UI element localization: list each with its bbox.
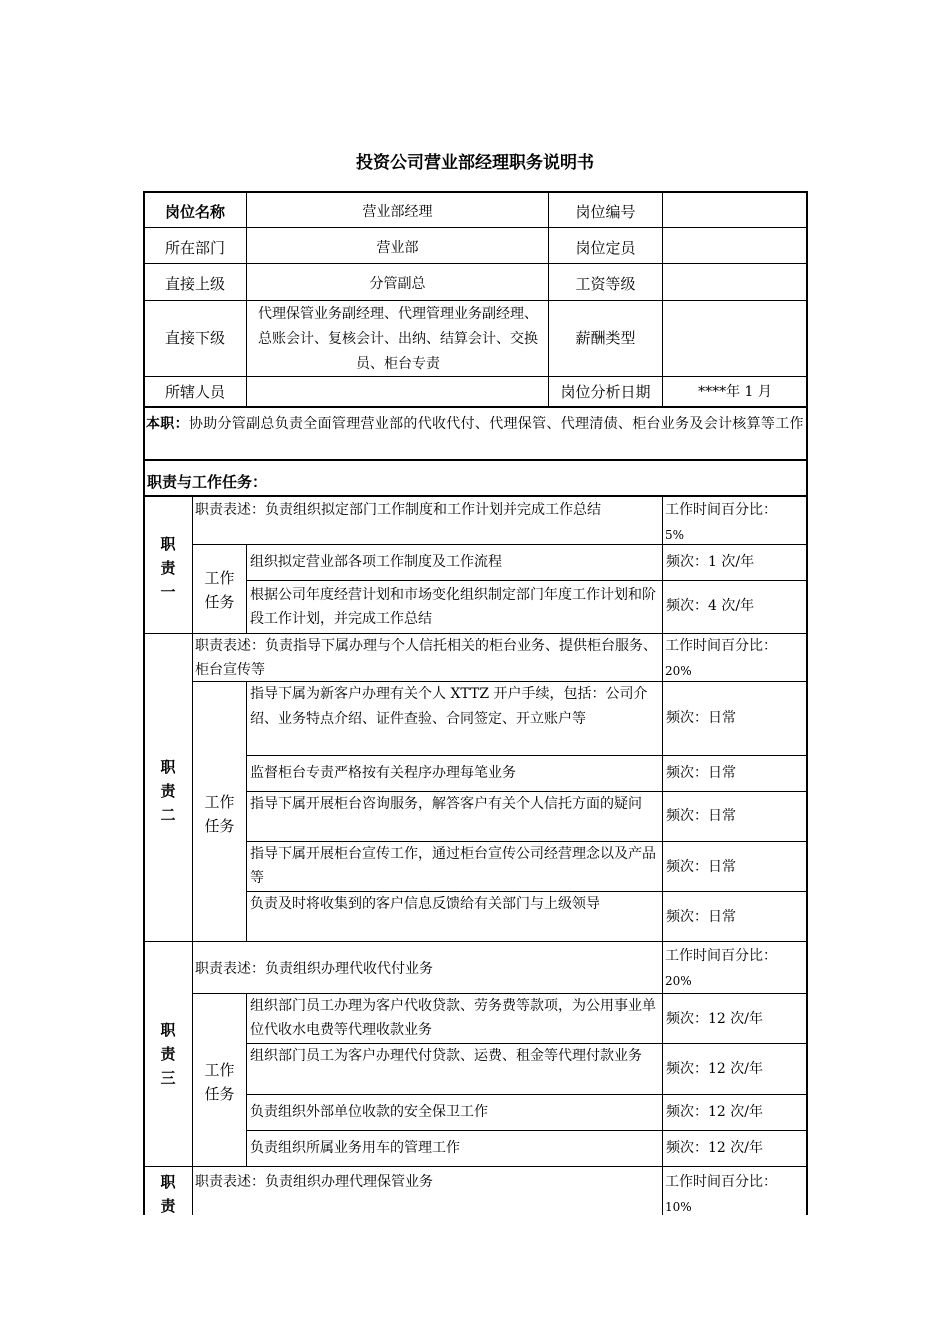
duty-3-task-3-frequency: 频次：12 次/年 (666, 1104, 763, 1120)
duty-3-task-3: 负责组织外部单位收款的安全保卫工作 (250, 1104, 488, 1120)
superior-label: 直接上级 (164, 275, 225, 293)
duty-2-task-1: 指导下属为新客户办理有关个人 XTTZ 开户手续，包括：公司介绍、业务特点介绍、证件查验、合同签定、开立账户等 (250, 686, 648, 727)
duty-2-time-percent: 20% (665, 664, 692, 678)
duty-1-task-1: 组织拟定营业部各项工作制度及工作流程 (250, 554, 502, 570)
duty-3-task-2: 组织部门员工为客户办理代付贷款、运费、租金等代理付款业务 (250, 1048, 642, 1064)
duty-3-task-label: 工作 任务 (204, 1061, 235, 1103)
duty-1-task-2-frequency: 频次：4 次/年 (666, 598, 755, 614)
duty-4-time-percent: 10% (665, 1200, 692, 1214)
department-value: 营业部 (376, 240, 419, 256)
duty-4-description: 职责表述：负责组织办理代理保管业务 (195, 1174, 433, 1190)
role-label: 本职： (146, 416, 189, 432)
role-text: 协助分管副总负责全面管理营业部的代收代付、代理保管、代理清债、柜台业务及会计核算等工作 (188, 416, 804, 432)
duty-1-description: 职责表述：负责组织拟定部门工作制度和工作计划并完成工作总结 (195, 502, 601, 518)
duty-2-task-3-frequency: 频次：日常 (666, 808, 736, 824)
position-name-label: 岗位名称 (164, 203, 225, 221)
duty-4-time-label: 工作时间百分比： (665, 1174, 777, 1190)
duty-2-name: 职 责 二 (160, 758, 176, 824)
duty-1-task-2: 根据公司年度经营计划和市场变化组织制定部门年度工作计划和阶段工作计划，并完成工作总结 (250, 587, 656, 627)
duty-2-task-1-frequency: 频次：日常 (666, 710, 736, 726)
duty-3-name: 职 责 三 (160, 1021, 176, 1087)
duty-2-task-2-frequency: 频次：日常 (666, 765, 736, 781)
duty-3-description: 职责表述：负责组织办理代收代付业务 (195, 961, 433, 977)
duty-3-task-2-frequency: 频次：12 次/年 (666, 1061, 763, 1077)
duty-1-task-label: 工作 任务 (204, 569, 235, 611)
duty-1-time-label: 工作时间百分比： (665, 502, 777, 518)
duty-3-task-4: 负责组织所属业务用车的管理工作 (250, 1140, 460, 1156)
salary-grade-label: 工资等级 (575, 275, 636, 293)
analysis-date-label: 岗位分析日期 (560, 383, 651, 401)
position-code-label: 岗位编号 (575, 203, 636, 221)
duty-1-name: 职 责 一 (160, 535, 176, 601)
duty-2-description: 职责表述：负责指导下属办理与个人信托相关的柜台业务、提供柜台服务、柜台宣传等 (195, 638, 657, 678)
duty-2-task-5: 负责及时将收集到的客户信息反馈给有关部门与上级领导 (250, 896, 600, 912)
duty-3-time-label: 工作时间百分比： (665, 948, 777, 964)
subordinate-label: 直接下级 (164, 329, 225, 347)
duty-2-task-4: 指导下属开展柜台宣传工作，通过柜台宣传公司经营理念以及产品等 (250, 846, 656, 886)
duty-3-task-1-frequency: 频次：12 次/年 (666, 1011, 763, 1027)
duty-1-time-percent: 5% (665, 528, 685, 542)
department-label: 所在部门 (164, 239, 225, 257)
subordinate-value: 代理保管业务副经理、代理管理业务副经理、总账会计、复核会计、出纳、结算会计、交换员、柜台专责 (258, 306, 538, 372)
position-quota-label: 岗位定员 (575, 239, 636, 257)
role-summary (146, 412, 806, 436)
duty-2-task-4-frequency: 频次：日常 (666, 859, 736, 875)
duty-4-name: 职 责 (160, 1173, 176, 1215)
duty-2-task-5-frequency: 频次：日常 (666, 909, 736, 925)
duty-3-task-4-frequency: 频次：12 次/年 (666, 1140, 763, 1156)
document-title: 投资公司营业部经理职务说明书 (356, 153, 594, 173)
salary-type-label: 薪酬类型 (575, 329, 636, 347)
duty-2-task-3: 指导下属开展柜台咨询服务，解答客户有关个人信托方面的疑问 (250, 796, 642, 812)
superior-value: 分管副总 (369, 276, 426, 292)
duty-2-task-label: 工作 任务 (204, 793, 235, 835)
position-name-value: 营业部经理 (362, 204, 433, 220)
duty-2-task-2: 监督柜台专责严格按有关程序办理每笔业务 (250, 765, 516, 781)
analysis-date-value: ****年 1 月 (698, 384, 772, 400)
duties-header: 职责与工作任务： (147, 473, 268, 491)
duty-2-time-label: 工作时间百分比： (665, 638, 777, 654)
duty-1-task-1-frequency: 频次：1 次/年 (666, 554, 755, 570)
staff-label: 所辖人员 (164, 383, 225, 401)
duty-3-time-percent: 20% (665, 974, 692, 988)
duty-3-task-1: 组织部门员工办理为客户代收贷款、劳务费等款项，为公用事业单位代收水电费等代理收款业务 (250, 998, 656, 1038)
